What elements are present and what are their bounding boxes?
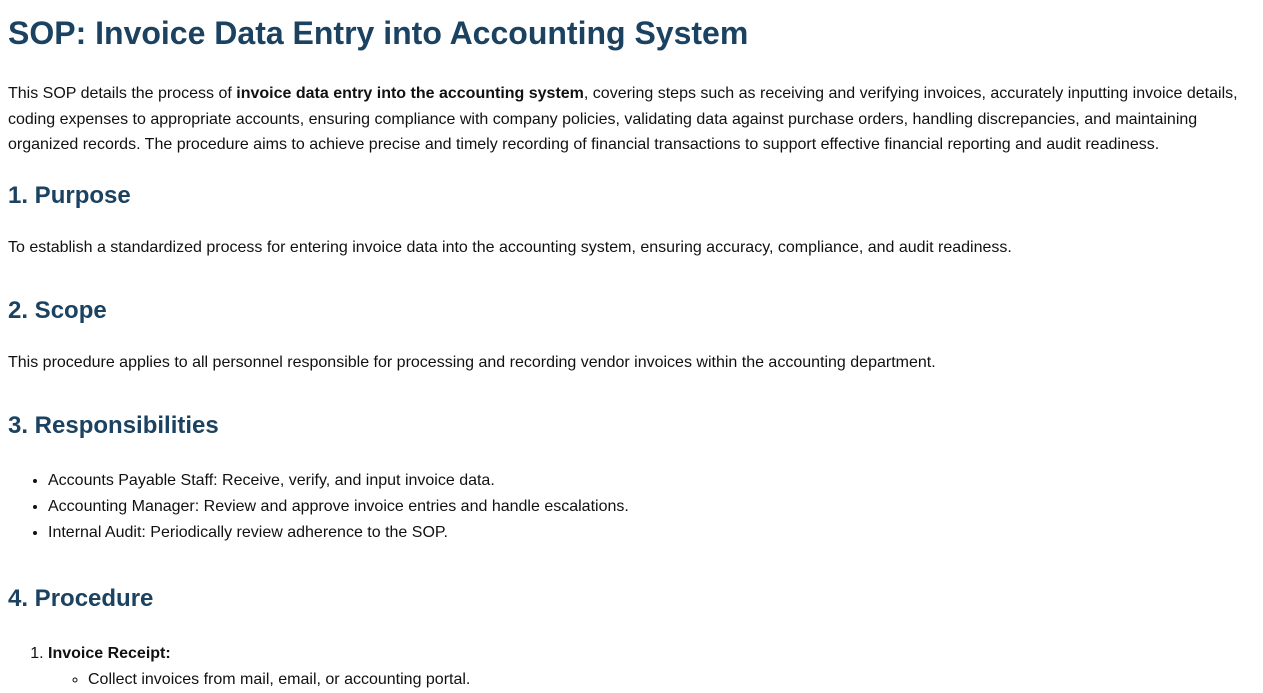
intro-paragraph	[8, 81, 1255, 158]
responsibilities-heading: 3. Responsibilities	[8, 411, 219, 439]
intro-text-start: This SOP details the process of	[8, 85, 237, 102]
procedure-steps	[8, 641, 1255, 693]
list-item: • Internal Audit: Periodically review adherence to the SOP.	[48, 520, 1255, 546]
scope-text: This procedure applies to all personnel responsible for processing and recording vendor invoices within the accounting department.	[8, 353, 936, 371]
substep-list	[48, 667, 1255, 693]
responsibilities-list	[8, 468, 1255, 546]
intro-text-end: , covering steps such as receiving and verifying invoices, accurately inputting invoice details, coding expenses to appropriate accounts, ensuring compliance with company policies, validating data against purchase orders, handling discrepancies, and maintaining organized records. The procedure aims to achieve precise and timely recording of financial transactions to support effective financial reporting and audit readiness.	[8, 85, 1238, 153]
intro-bold-text: invoice data entry into the accounting system	[236, 85, 584, 102]
page-title: SOP: Invoice Data Entry into Accounting System	[8, 15, 749, 51]
step-title: Invoice Receipt:	[48, 644, 171, 662]
purpose-heading: 1. Purpose	[8, 181, 131, 209]
list-item: ◦ Collect invoices from mail, email, or accounting portal.	[88, 667, 1255, 693]
scope-heading: 2. Scope	[8, 296, 107, 324]
list-item: • Accounting Manager: Review and approve invoice entries and handle escalations.	[48, 494, 1255, 520]
list-item: • Accounts Payable Staff: Receive, verify, and input invoice data.	[48, 468, 1255, 494]
procedure-heading: 4. Procedure	[8, 584, 154, 612]
purpose-text: To establish a standardized process for entering invoice data into the accounting system, ensuring accuracy, compliance, and audit readiness.	[8, 238, 1012, 256]
procedure-step	[48, 641, 1255, 693]
